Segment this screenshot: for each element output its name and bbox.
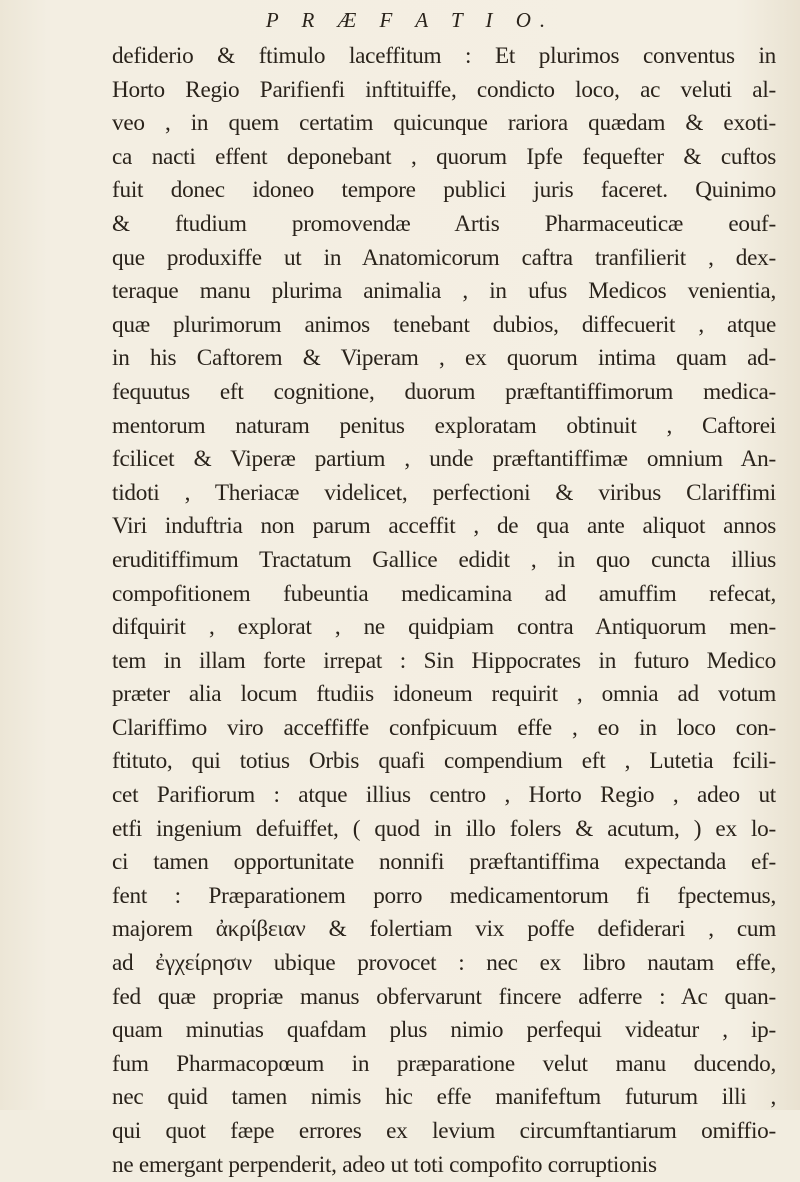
text-line: tem in illam forte irrepat : Sin Hippocrates in futuro Medico [112, 647, 776, 674]
text-line: fed quæ propriæ manus obfervarunt fincere adferre : Ac quan- [112, 983, 776, 1010]
text-line: fuit donec idoneo tempore publici juris faceret. Quinimo [112, 177, 776, 204]
text-line: fum Pharmacopœum in præparatione velut manu ducendo, [112, 1050, 776, 1077]
text-line: Horto Regio Parifienfi inftituiffe, condicto loco, ac veluti al- [112, 76, 776, 103]
text-line: eruditiffimum Tractatum Gallice edidit , in quo cuncta illius [112, 546, 776, 573]
text-line: fent : Præparationem porro medicamentorum fi fpectemus, [112, 882, 776, 909]
text-line: cet Parifiorum : atque illius centro , Horto Regio , adeo ut [112, 782, 776, 809]
text-line: fequutus eft cognitione, duorum præftantiffimorum medica- [112, 378, 776, 405]
text-line: Clariffimo viro acceffiffe confpicuum effe , eo in loco con- [112, 714, 776, 741]
text-line: teraque manu plurima animalia , in ufus Medicos venientia, [112, 278, 776, 305]
text-line: in his Caftorem & Viperam , ex quorum intima quam ad- [112, 345, 776, 372]
text-line: ci tamen opportunitate nonnifi præftantiffima expectanda ef- [112, 849, 776, 876]
text-line: & ftudium promovendæ Artis Pharmaceuticæ eouf- [112, 210, 776, 237]
text-line: veo , in quem certatim quicunque rariora quædam & exoti- [112, 110, 776, 137]
text-line: majorem ἀκρίβειαν & folertiam vix poffe defiderari , cum [112, 916, 776, 943]
text-line: tidoti , Theriacæ videlicet, perfectioni & viribus Clariffimi [112, 479, 776, 506]
text-line: quam minutias quafdam plus nimio perfequi videatur , ip- [112, 1017, 776, 1044]
text-line: nec quid tamen nimis hic effe manifeftum futurum illi , [112, 1084, 776, 1111]
running-header: P R Æ F A T I O. [265, 8, 555, 32]
text-line: ftituto, qui totius Orbis quafi compendium eft , Lutetia fcili- [112, 748, 776, 775]
text-line: ne emergant perpenderit, adeo ut toti compofito corruptionis [112, 1151, 657, 1178]
text-line: fcilicet & Viperæ partium , unde præftantiffimæ omnium An- [112, 446, 776, 473]
text-line: Viri induftria non parum acceffit , de qua ante aliquot annos [112, 513, 776, 540]
text-line: præter alia locum ftudiis idoneum requirit , omnia ad votum [112, 681, 776, 708]
text-line: etfi ingenium defuiffet, ( quod in illo folers & acutum, ) ex lo- [112, 815, 776, 842]
text-line: ad ἐγχείρησιν ubique provocet : nec ex libro nautam effe, [112, 950, 776, 977]
text-line: defiderio & ftimulo laceffitum : Et plurimos conventus in [112, 43, 776, 69]
body-text [112, 40, 776, 1182]
text-line: qui quot fæpe errores ex levium circumftantiarum omiffio- [112, 1118, 776, 1144]
text-line: compofitionem fubeuntia medicamina ad amuffim refecat, [112, 580, 776, 607]
text-line: quæ plurimorum animos tenebant dubios, diffecuerit , atque [112, 311, 776, 338]
text-line: que produxiffe ut in Anatomicorum caftra tranfilierit , dex- [112, 244, 776, 271]
text-line: difquirit , explorat , ne quidpiam contra Antiquorum men- [112, 614, 776, 641]
text-line: ca nacti effent deponebant , quorum Ipfe fequefter & cuftos [112, 143, 776, 170]
text-line: mentorum naturam penitus exploratam obtinuit , Caftorei [112, 412, 776, 439]
